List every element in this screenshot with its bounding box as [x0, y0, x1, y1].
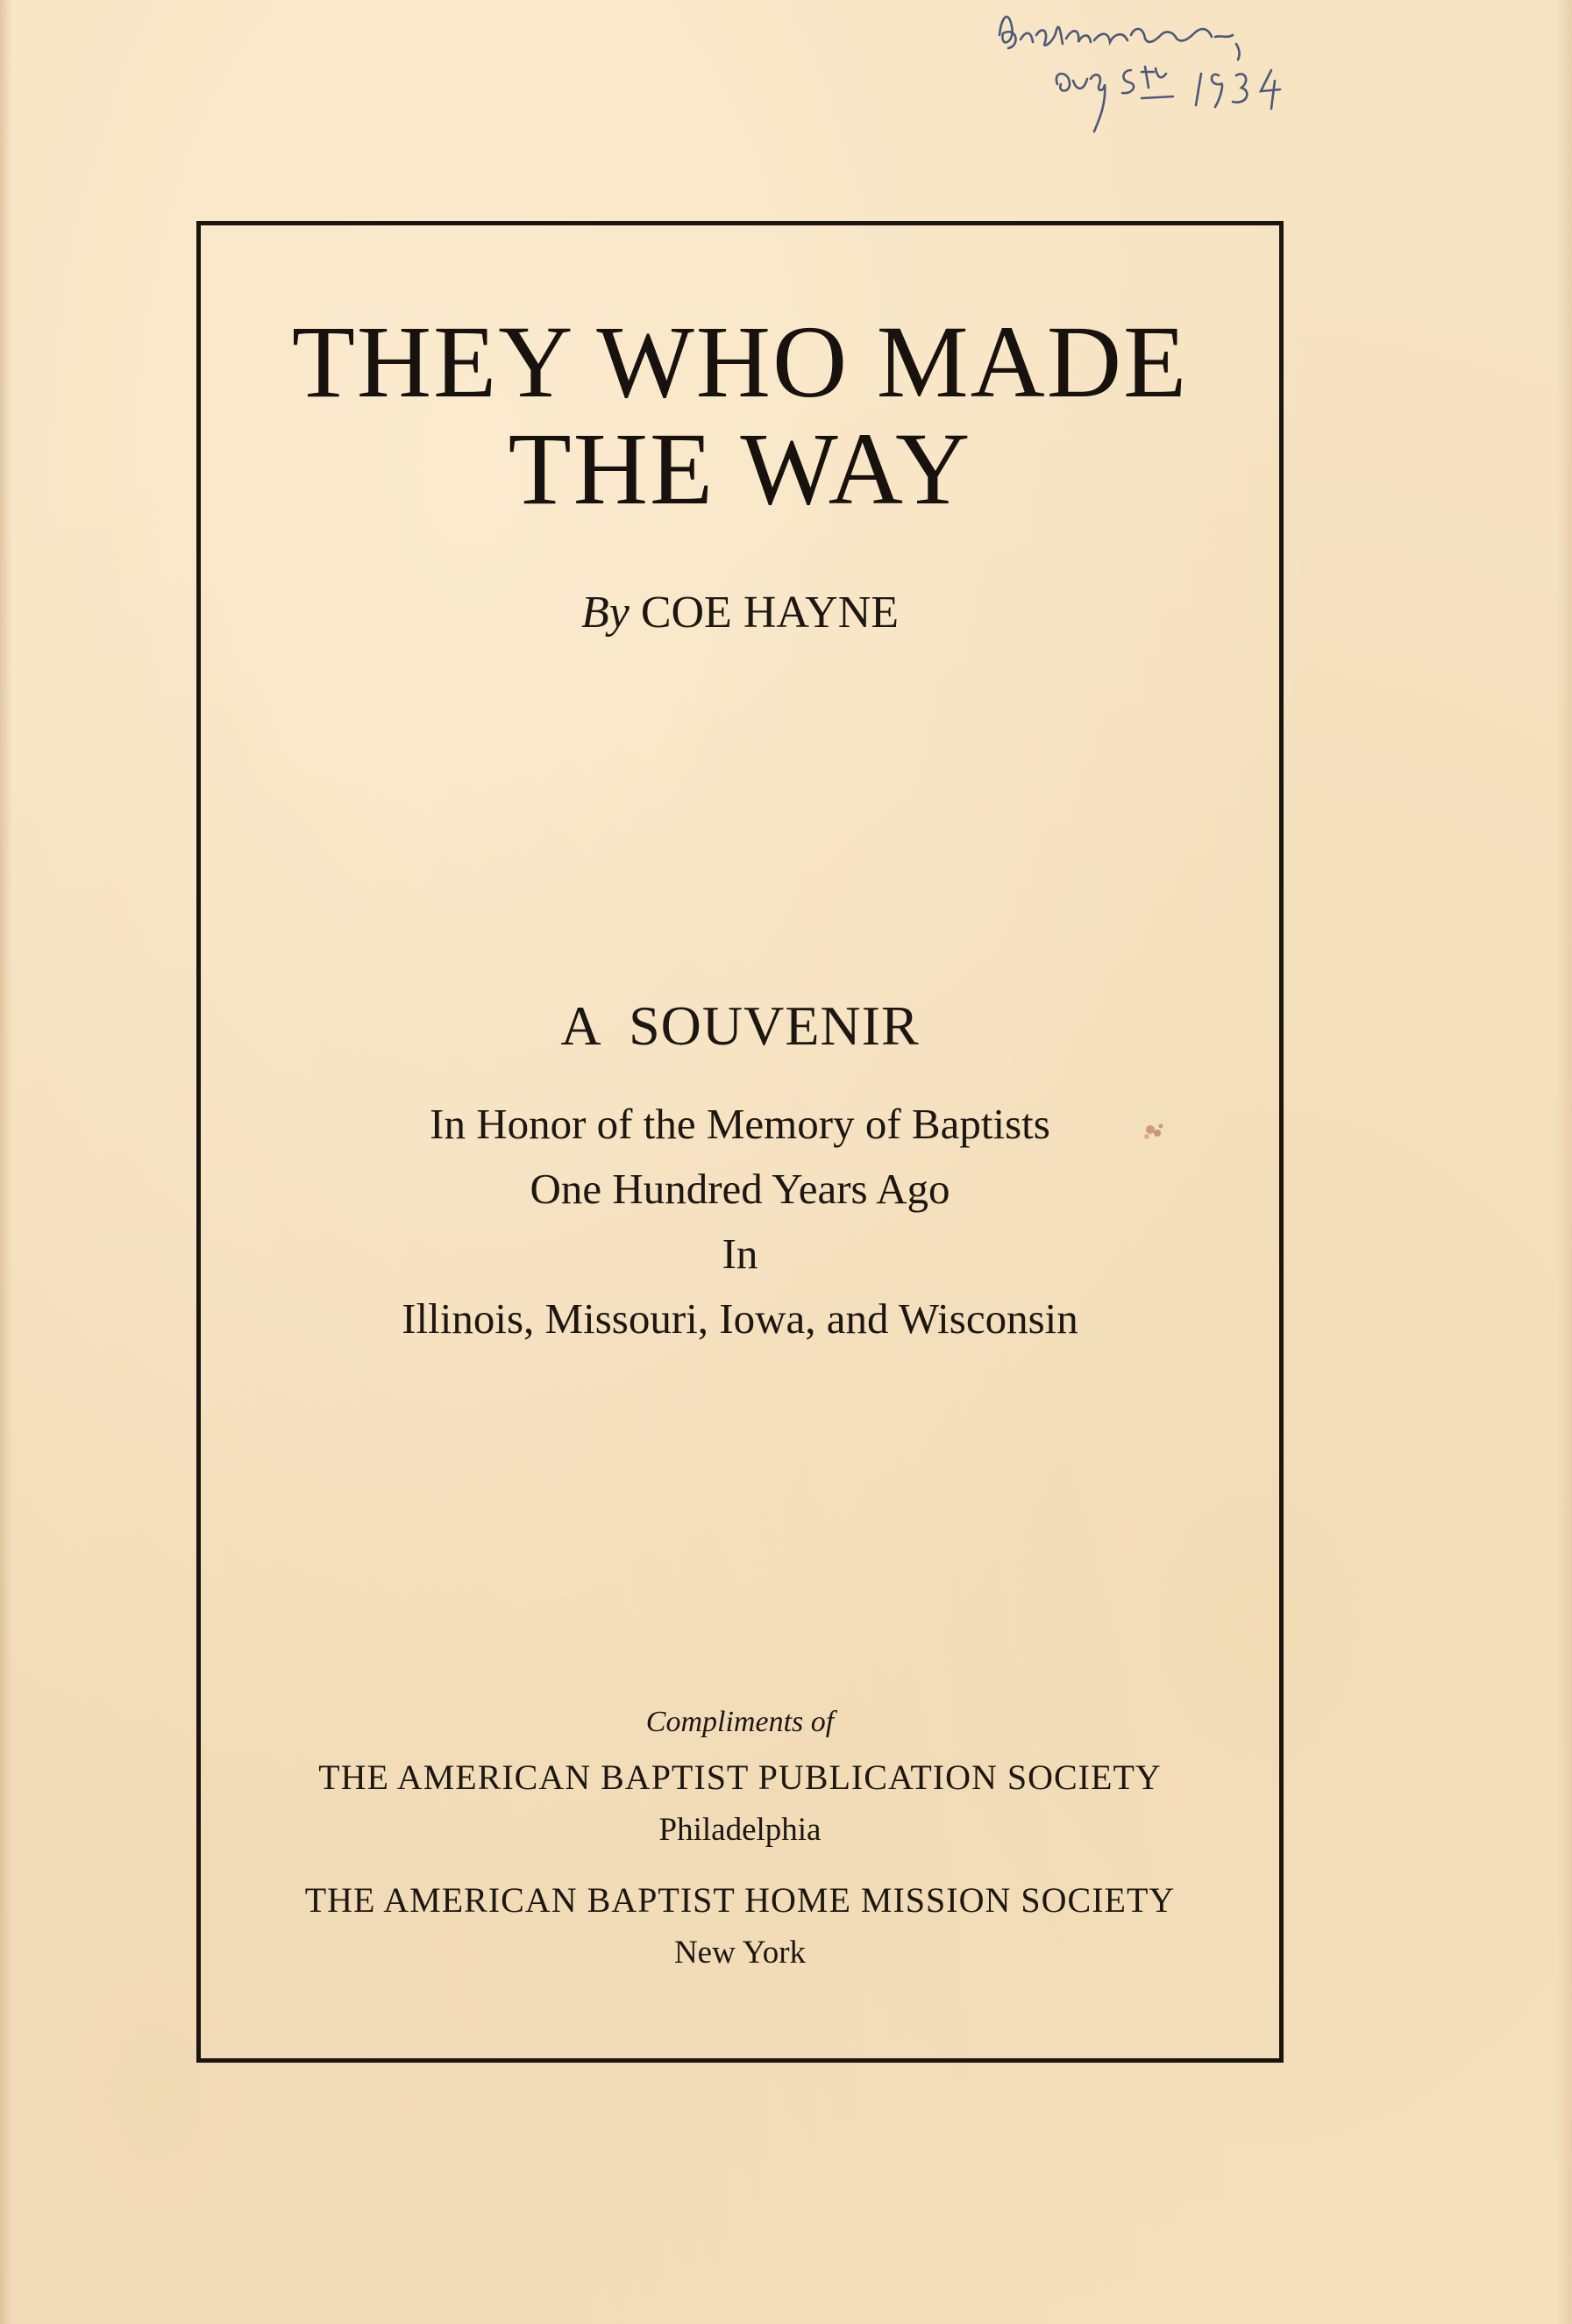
publisher-city: New York: [673, 1935, 807, 1971]
handwriting-signature-graphic: [982, 0, 1403, 149]
publisher-name: THE AMERICAN BAPTIST HOME MISSION SOCIETY: [304, 1880, 1176, 1920]
page-edge-right: [1556, 0, 1572, 2324]
dedication-line: One Hundred Years Ago: [530, 1165, 950, 1213]
dedication-line: In: [722, 1230, 758, 1278]
compliments-label: Compliments of: [645, 1706, 835, 1738]
publisher-city: Philadelphia: [658, 1812, 822, 1848]
author-name: COE HAYNE: [640, 588, 900, 638]
byline: [201, 587, 1279, 638]
title-line-2: THE WAY: [508, 411, 972, 526]
souvenir-heading: A SOUVENIR: [560, 994, 920, 1057]
byline-prefix: By: [580, 588, 630, 638]
page-edge-left: [0, 0, 12, 2324]
dedication-line: Illinois, Missouri, Iowa, and Wisconsin: [402, 1294, 1078, 1343]
dedication-line: In Honor of the Memory of Baptists: [430, 1100, 1050, 1148]
handwritten-inscription: [982, 0, 1403, 149]
title-line-1: THEY WHO MADE: [291, 304, 1189, 419]
publisher-name: THE AMERICAN BAPTIST PUBLICATION SOCIETY: [318, 1757, 1162, 1797]
cover-border-frame: [196, 221, 1284, 2063]
